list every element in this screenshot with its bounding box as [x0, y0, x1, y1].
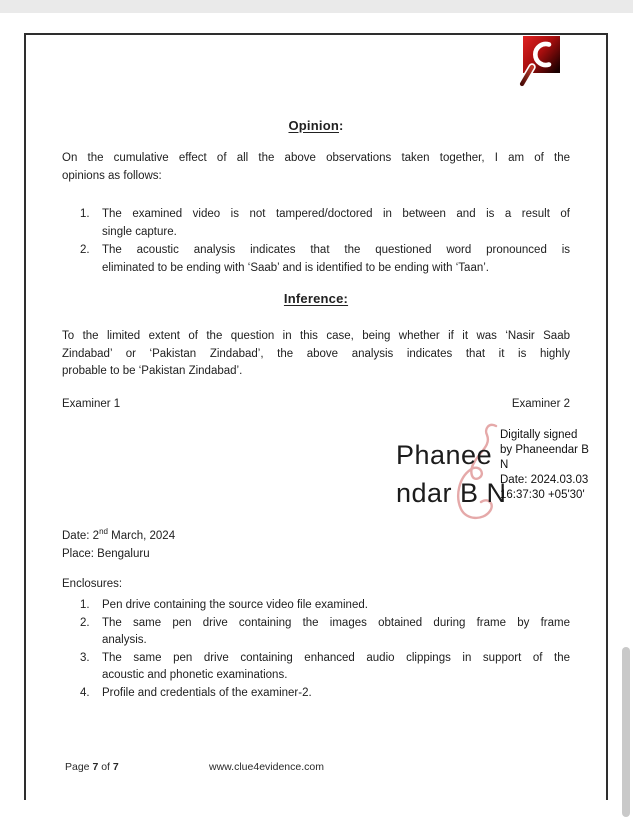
list-number: 2.	[80, 244, 90, 256]
text-line: Pen drive containing the source video file examined.	[102, 599, 368, 611]
examiner-row	[62, 398, 570, 410]
examiner-2-label: Examiner 2	[511, 398, 570, 410]
enclosures-list	[62, 597, 570, 702]
total-page-number: 7	[112, 761, 119, 773]
opinion-heading	[62, 118, 570, 133]
opinion-item-2-text	[102, 241, 570, 277]
text-line: The same pen drive containing the images obtained during frame by frame	[102, 616, 570, 629]
enclosure-item-1	[62, 597, 570, 615]
place-line: Place: Bengaluru	[62, 547, 150, 560]
enclosure-item-2	[62, 615, 570, 650]
text-line: The examined video is not tampered/doctored in between and is a result of	[102, 208, 570, 220]
text-line: 16:37:30 +05'30'	[500, 489, 585, 501]
document-page	[24, 33, 608, 800]
text-line: The acoustic analysis indicates that the questioned word pronounced is	[102, 244, 570, 256]
text-line: probable to be ‘Pakistan Zindabad’.	[62, 365, 243, 377]
website-url: www.clue4evidence.com	[209, 761, 324, 773]
opinion-list	[62, 205, 570, 277]
clue4evidence-logo	[514, 36, 560, 92]
text-line: Profile and credentials of the examiner-2.	[102, 686, 312, 699]
date-place-block	[62, 523, 175, 563]
enclosure-item-3	[62, 650, 570, 685]
date-ordinal-superscript: nd	[99, 527, 108, 536]
enclosure-item-4-text	[102, 685, 570, 703]
magnifier-c-logo-icon	[514, 36, 560, 92]
list-number: 3.	[80, 651, 90, 664]
enclosure-item-3-text	[102, 650, 570, 685]
signature-name-line-2: ndar B N	[396, 478, 507, 508]
inference-heading-text: Inference	[283, 291, 344, 306]
inference-heading-colon: :	[343, 291, 349, 306]
text-line: by Phaneendar B	[500, 444, 589, 456]
window-top-band	[0, 0, 633, 13]
enclosure-item-1-text	[102, 597, 570, 615]
list-number: 2.	[80, 616, 90, 629]
enclosure-item-4	[62, 685, 570, 703]
signature-name	[396, 436, 507, 512]
current-page-number: 7	[92, 761, 99, 773]
opinion-item-2	[62, 241, 570, 277]
text-line: eliminated to be ending with ‘Saab’ and is identified to be ending with ‘Taan’.	[102, 262, 489, 274]
text-line: analysis.	[102, 634, 147, 646]
signature-name-line-1: Phanee	[396, 440, 493, 470]
inference-heading	[62, 291, 570, 306]
of-word: of	[101, 761, 110, 773]
signature-details	[500, 428, 612, 503]
opinion-heading-colon: :	[338, 118, 344, 133]
text-line: Date: 2024.03.03	[500, 474, 589, 486]
enclosure-item-2-text	[102, 615, 570, 650]
opinion-intro-paragraph	[62, 150, 570, 185]
text-line: acoustic and phonetic examinations.	[102, 669, 288, 681]
text-line: To the limited extent of the question in this case, being whether if it was ‘Nasir Saab	[62, 330, 570, 342]
list-number: 1.	[80, 599, 90, 611]
page-word: Page	[65, 761, 90, 773]
examiner-1-label: Examiner 1	[62, 398, 121, 410]
text-line: N	[500, 459, 509, 471]
text-line: The same pen drive containing enhanced audio clippings in support of the	[102, 651, 570, 664]
list-number: 4.	[80, 686, 90, 699]
opinion-heading-text: Opinion	[288, 118, 339, 133]
vertical-scrollbar-thumb[interactable]	[622, 647, 630, 817]
date-line	[62, 523, 175, 545]
text-line: On the cumulative effect of all the above observations taken together, I am of the	[62, 152, 570, 164]
date-suffix: March, 2024	[107, 529, 176, 542]
opinion-item-1-text	[102, 205, 570, 241]
digital-signature-block[interactable]	[386, 420, 610, 555]
enclosures-heading: Enclosures:	[62, 578, 123, 590]
text-line: Digitally signed	[500, 429, 578, 441]
text-line: single capture.	[102, 226, 177, 238]
inference-paragraph	[62, 328, 570, 381]
date-prefix: Date: 2	[62, 529, 100, 542]
list-number: 1.	[80, 208, 90, 220]
text-line: Zindabad’ or ‘Pakistan Zindabad’, the above analysis indicates that it is highly	[62, 347, 570, 360]
opinion-item-1	[62, 205, 570, 241]
page-number-indicator	[65, 761, 119, 773]
text-line: opinions as follows:	[62, 169, 162, 182]
